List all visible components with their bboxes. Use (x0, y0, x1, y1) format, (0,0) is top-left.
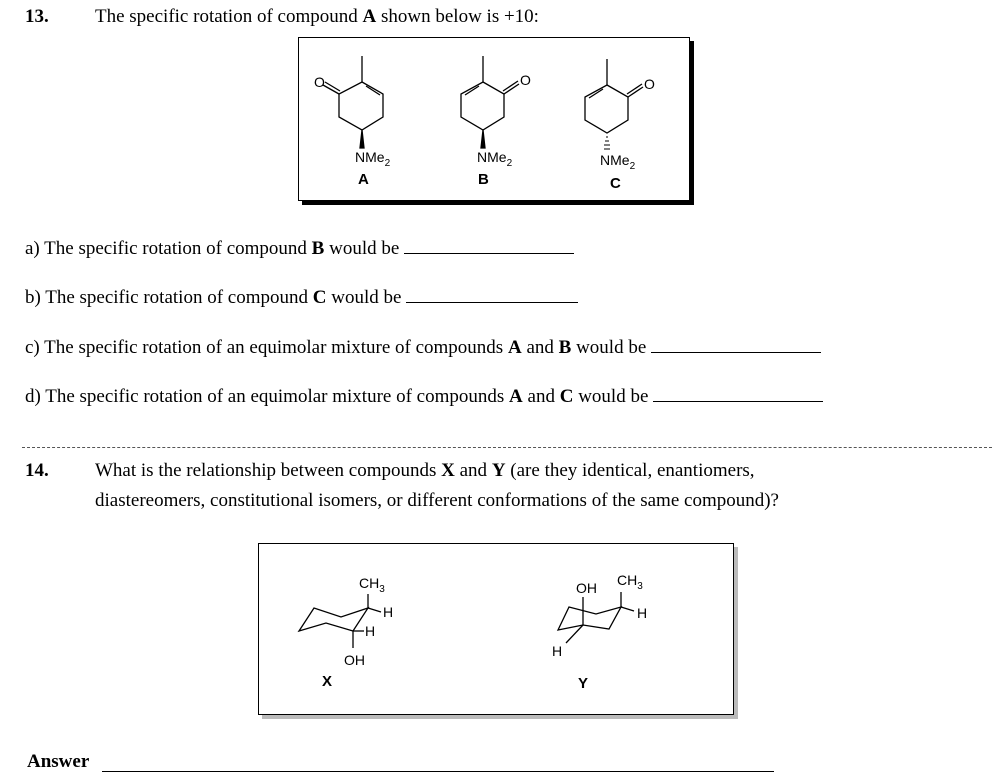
substituent-b: NMe$_2$ (477, 149, 513, 169)
h-label-y1: H (637, 605, 648, 621)
part-b: b) The specific rotation of compound C would be (25, 286, 578, 309)
oh-label-x: OH (344, 652, 365, 668)
structure-b (461, 56, 519, 148)
h-label-y2: H (552, 643, 563, 659)
compound-label-b: B (478, 171, 489, 188)
structure-a (323, 56, 383, 148)
part-d: d) The specific rotation of an equimolar mixture of compounds A and C would be (25, 385, 823, 408)
oxygen-label-b: O (520, 72, 531, 88)
oxygen-label-a: O (314, 74, 325, 90)
h-label-x1: H (383, 604, 394, 620)
answer-blank-14[interactable] (102, 771, 774, 772)
part-c: c) The specific rotation of an equimolar mixture of compounds A and B would be (25, 336, 821, 359)
oh-label-y: OH (576, 580, 597, 596)
answer-label: Answer (27, 751, 90, 772)
ch3-label-y: $CH_3$ (617, 572, 643, 592)
part-a: a) The specific rotation of compound B would be (25, 237, 574, 260)
compound-label-a: A (358, 171, 369, 188)
question-13-number: 13. (25, 6, 49, 27)
compound-label-c: C (610, 175, 621, 192)
ch3-label-x: $CH_3$ (359, 575, 385, 595)
h-label-x2: H (365, 623, 376, 639)
substituent-c: NMe$_2$ (600, 152, 636, 172)
question-14-number: 14. (25, 460, 49, 481)
question-14-line2: diastereomers, constitutional isomers, or different conformations of the same compound)? (95, 490, 779, 511)
substituent-a: NMe$_2$ (355, 149, 391, 169)
structure-x (299, 594, 381, 648)
structure-y (558, 592, 634, 643)
question-13-stem: The specific rotation of compound A shown below is +10: (95, 6, 539, 27)
compound-label-x: X (322, 673, 333, 690)
compound-label-y: Y (578, 675, 589, 692)
structure-c (585, 59, 643, 149)
question-14-line1: What is the relationship between compounds X and Y (are they identical, enantiomers, (95, 460, 755, 481)
oxygen-label-c: O (644, 76, 655, 92)
